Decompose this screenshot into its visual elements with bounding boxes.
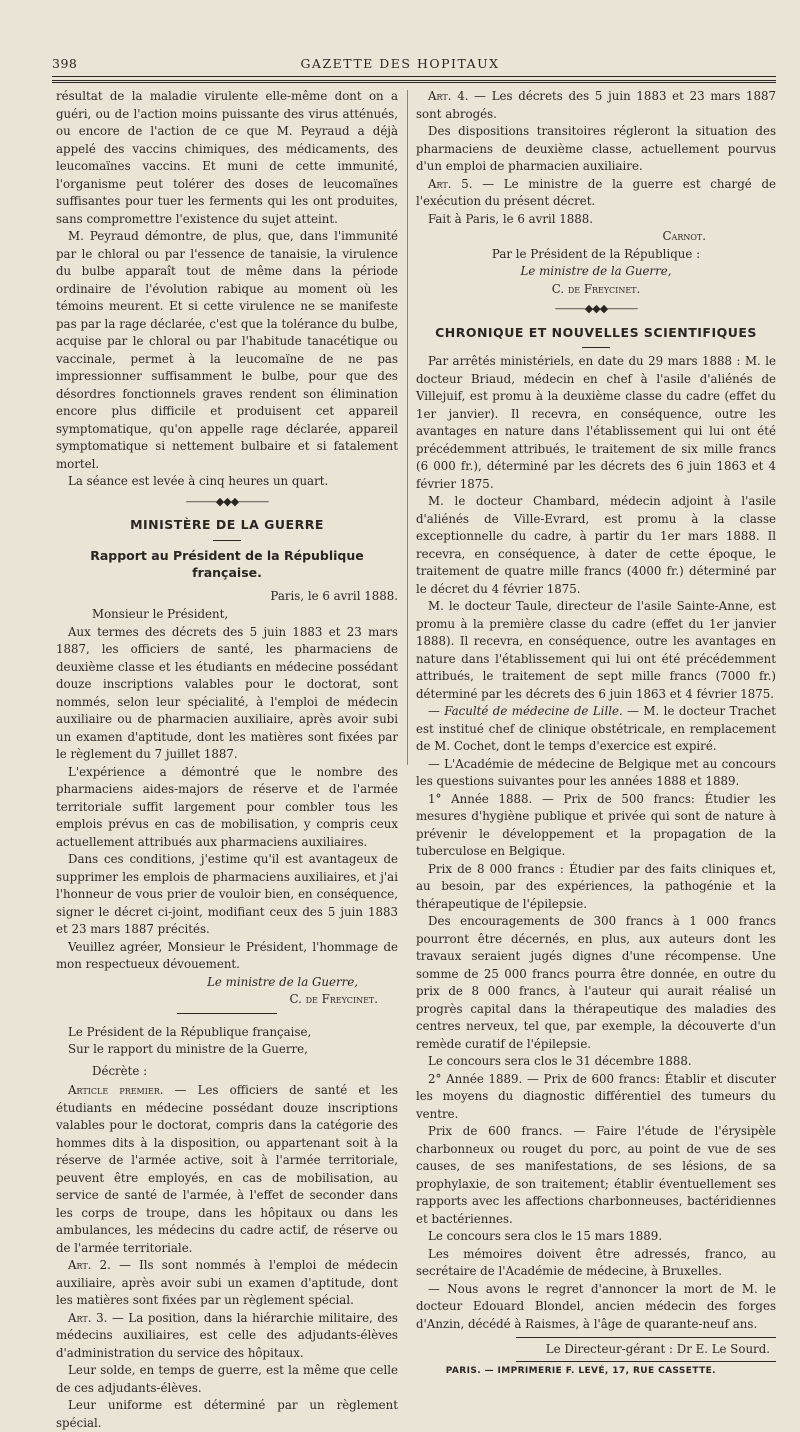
article-text: — Les officiers de santé et les étudiants en médecine possédant douze inscriptions valables pour le doctorat, compris dans la catégorie des hommes dits à la disposition, ou appartenant soit à la réserve de l'armée active, soit à l'armée territoriale, peuvent être employés, en cas de mobilisation, au service de santé de l'armée, à l'effet de seconder dans les corps de troupe, dans les hôpitaux ou dans les ambulances, les médecins du cadre actif, de réserve ou de l'armée territoriale. — [56, 1083, 398, 1255]
paragraph: Le concours sera clos le 15 mars 1889. — [428, 1229, 663, 1243]
section-title-chronique: CHRONIQUE ET NOUVELLES SCIENTIFIQUES — [435, 324, 757, 340]
paragraph: résultat de la maladie virulente elle-même dont on a guéri, ou de l'action moins puissante des virus atténués, ou encore de l'action de ce que M. Peyraud a déjà appelé des vaccins chimiques, des médicaments, des leucomaïnes vaccins. Et muni de cette immunité, l'organisme peut tolérer des doses de leucomaïnes suffisantes pour tuer les ferments qui les ont produites, sans compromettre l'existence du sujet atteint. — [56, 89, 398, 226]
paragraph: M. le docteur Chambard, médecin adjoint à l'asile d'aliénés de Ville-Evrard, est promu à la classe exceptionnelle du cadre, à partir du 1er mars 1888. Il recevra, en conséquence, à dater de cette époque, le traitement de quatre mille francs (4000 fr.) déterminé par le décret du 4 février 1875. — [416, 494, 776, 596]
paragraph: L'expérience a démontré que le nombre des pharmaciens aides-majors de réserve et de l'armée territoriale suffit largement pour combler tous les emplois prévus en cas de mobilisation, y compris ceux actuellement attribués aux pharmaciens auxiliaires. — [56, 764, 398, 849]
paragraph: Des dispositions transitoires régleront la situation des pharmaciens de deuxième classe, actuellement pourvus d'un emploi de pharmacien auxiliaire. — [416, 124, 776, 173]
report-date: Paris, le 6 avril 1888. — [270, 588, 398, 603]
paragraph: Leur uniforme est déterminé par un règlement spécial. — [56, 1398, 398, 1430]
title-rule — [582, 347, 610, 348]
article-text: — Le ministre de la guerre est chargé de l'exécution du présent décret. — [416, 176, 776, 208]
article-2 — [56, 1257, 398, 1310]
ornament-divider: ———◆◆◆——— — [554, 302, 638, 315]
article-text: — Les décrets des 5 juin 1883 et 23 mars 1887 sont abrogés. — [416, 89, 776, 121]
ornament-divider: ———◆◆◆——— — [185, 494, 269, 508]
paragraph-text: — M. le docteur Trachet est institué chef de clinique obstétricale, en remplacement de M. Cochet, dont le temps d'exercice est expiré. — [416, 704, 776, 753]
paragraph: 1° Année 1888. — Prix de 500 francs: Étudier les mesures d'hygiène publique et privée qui sont de nature à prévenir le développement et la propagation de la tuberculose en Belgique. — [416, 791, 776, 858]
paragraph: Le Président de la République française, — [68, 1024, 312, 1039]
imprint-line: PARIS. — IMPRIMERIE F. LEVÉ, 17, RUE CASSETTE. — [445, 1365, 716, 1376]
paragraph: Veuillez agréer, Monsieur le Président, l'hommage de mon respectueux dévouement. — [56, 939, 398, 971]
article-label: Art. 2. — [68, 1258, 111, 1272]
paragraph: Le concours sera clos le 31 décembre 1888. — [428, 1054, 692, 1068]
page-number: 398 — [52, 56, 78, 71]
column-divider — [407, 90, 408, 765]
article-5 — [416, 176, 776, 211]
signature-name: C. de Freycinet. — [289, 992, 378, 1006]
paragraph: Par arrêtés ministériels, en date du 29 mars 1888 : M. le docteur Briaud, médecin en chef à l'asile d'aliénés de Villejuif, est promu à la deuxième classe du cadre (effet du 1er janvier). Il recevra, en conséquence, outre les avantages en nature dans l'établissement qui lui ont été précédemment attribués, le traitement de six mille francs (6 000 fr.), déterminé par les décrets des 6 juin 1863 et 4 février 1875. — [416, 354, 776, 491]
footer-rule — [516, 1361, 776, 1362]
paragraph: Prix de 600 francs. — Faire l'étude de l'érysipèle charbonneux ou rouget du porc, au point de vue de ses causes, de ses manifestations, de ses lésions, de sa prophylaxie, de son traitement; établir éventuellement ses rapports avec les affections charbonneuses, bactéridiennes et bactériennes. — [416, 1124, 776, 1226]
article-label: Art. 4. — [428, 89, 469, 103]
decree-heading: Décrète : — [92, 1063, 148, 1078]
article-3 — [56, 1310, 398, 1363]
paragraph: La séance est levée à cinq heures un quart. — [68, 474, 329, 488]
article-1 — [56, 1082, 398, 1257]
article-4 — [416, 88, 776, 123]
paragraph: — L'Académie de médecine de Belgique met au concours les questions suivantes pour les années 1888 et 1889. — [416, 756, 776, 788]
right-column — [416, 88, 776, 1380]
signature-name: C. de Freycinet. — [551, 281, 641, 296]
paragraph: M. Peyraud démontre, de plus, que, dans l'immunité par le chloral ou par l'essence de tanaisie, la virulence du bulbe apparaît tout de même dans la période ordinaire de l'évolution rabique au moment où les témoins meurent. Et si cette virulence ne se manifeste pas par la rage déclarée, c'est que la tolérance du bulbe, acquise par le chloral ou par l'habitude tanacétique ou vaccinale, permet à la leucomaïne de ne pas impressionner suffisamment le bulbe, pour que des désordres fonctionnels graves rendent son élimination encore plus difficile et produisent cet appareil symptomatique, qu'on appelle rage déclarée, appareil symptomatique si nettement bulbaire et si fatalement mortel. — [56, 229, 398, 471]
article-label: Art. 5. — [428, 176, 473, 191]
header-rule — [52, 76, 776, 77]
paragraph: Leur solde, en temps de guerre, est la même que celle de ces adjudants-élèves. — [56, 1363, 398, 1395]
salutation: Monsieur le Président, — [92, 607, 229, 621]
paragraph: Dans ces conditions, j'estime qu'il est avantageux de supprimer les emplois de pharmaciens auxiliaires, et j'ai l'honneur de vous prier de vouloir bien, en conséquence, signer le décret ci-joint, modifiant ceux des 5 juin 1883 et 23 mars 1887 précités. — [56, 852, 398, 936]
signature-role: Le ministre de la Guerre, — [207, 974, 358, 989]
paragraph: Prix de 8 000 francs : Étudier par des faits cliniques et, au besoin, par des expériences, la pathogénie et la thérapeutique de l'épilepsie. — [416, 861, 776, 911]
separator-rule — [177, 1013, 277, 1014]
left-column — [56, 88, 398, 1432]
faculty-name: Faculté de médecine de Lille. — [444, 704, 623, 718]
running-title: GAZETTE DES HOPITAUX — [300, 56, 500, 71]
header-double-rule — [52, 80, 776, 83]
paragraph: Des encouragements de 300 francs à 1 000 francs pourront être décernés, en plus, aux auteurs dont les travaux seraient jugés dignes d'une récompense. Une somme de 25 000 francs pourra être donnée, en outre du prix de 8 000 francs, à l'auteur qui aurait réalisé un progrès capital dans la thérapeutique des maladies des centres nerveux, tel que, par exemple, la découverte d'un remède curatif de l'épilepsie. — [416, 914, 776, 1051]
paragraph: — Nous avons le regret d'annoncer la mort de M. le docteur Edouard Blondel, ancien médecin des forges d'Anzin, décédé à Raismes, à l'âge de quarante-neuf ans. — [416, 1281, 776, 1331]
dash: — — [428, 704, 445, 718]
paragraph: Aux termes des décrets des 5 juin 1883 et 23 mars 1887, les officiers de santé, les pharmaciens de deuxième classe et les étudiants en médecine possédant douze inscriptions valables pour le doctorat, sont nommés, selon leur spécialité, à l'emploi de médecin auxiliaire ou de pharmacien auxiliaire, après avoir subi un examen d'aptitude, dont les matières sont fixées par le règlement du 7 juillet 1887. — [56, 624, 398, 761]
paragraph-faculte — [416, 703, 776, 756]
paragraph: Les mémoires doivent être adressés, franco, au secrétaire de l'Académie de médecine, à Bruxelles. — [416, 1246, 776, 1278]
report-title: Rapport au Président de la République française. — [90, 547, 364, 580]
article-label: Article premier. — [68, 1083, 164, 1097]
paragraph: Par le Président de la République : — [491, 246, 701, 261]
section-title-ministere: MINISTÈRE DE LA GUERRE — [130, 517, 324, 532]
paragraph: Fait à Paris, le 6 avril 1888. — [428, 211, 594, 226]
paragraph: M. le docteur Taule, directeur de l'asile Sainte-Anne, est promu à la première classe du cadre (effet du 1er janvier 1888). Il recevra, en conséquence, outre les avantages en nature dans l'établissement qui lui ont été précédemment attribués, le traitement de sept mille francs (7000 fr.) déterminé par les décrets des 6 juin 1863 et 4 février 1875. — [416, 599, 776, 701]
article-text: — La position, dans la hiérarchie militaire, des médecins auxiliaires, est celle des adjudants-élèves d'administration du service des hôpitaux. — [56, 1310, 398, 1360]
paragraph: Sur le rapport du ministre de la Guerre, — [68, 1042, 308, 1056]
signature-carnot: Carnot. — [662, 229, 706, 243]
signature-role: Le ministre de la Guerre, — [520, 264, 672, 278]
footer-rule — [516, 1337, 776, 1338]
title-rule — [213, 540, 241, 541]
paragraph: 2° Année 1889. — Prix de 600 francs: Établir et discuter les moyens du diagnostic différentiel des tumeurs du ventre. — [416, 1071, 776, 1121]
article-text: — Ils sont nommés à l'emploi de médecin auxiliaire, après avoir subi un examen d'aptitude, dont les matières sont fixées par un règlement spécial. — [56, 1258, 398, 1307]
gerant-line: Le Directeur-gérant : Dr E. Le Sourd. — [545, 1342, 770, 1356]
article-label: Art. 3. — [68, 1310, 108, 1325]
